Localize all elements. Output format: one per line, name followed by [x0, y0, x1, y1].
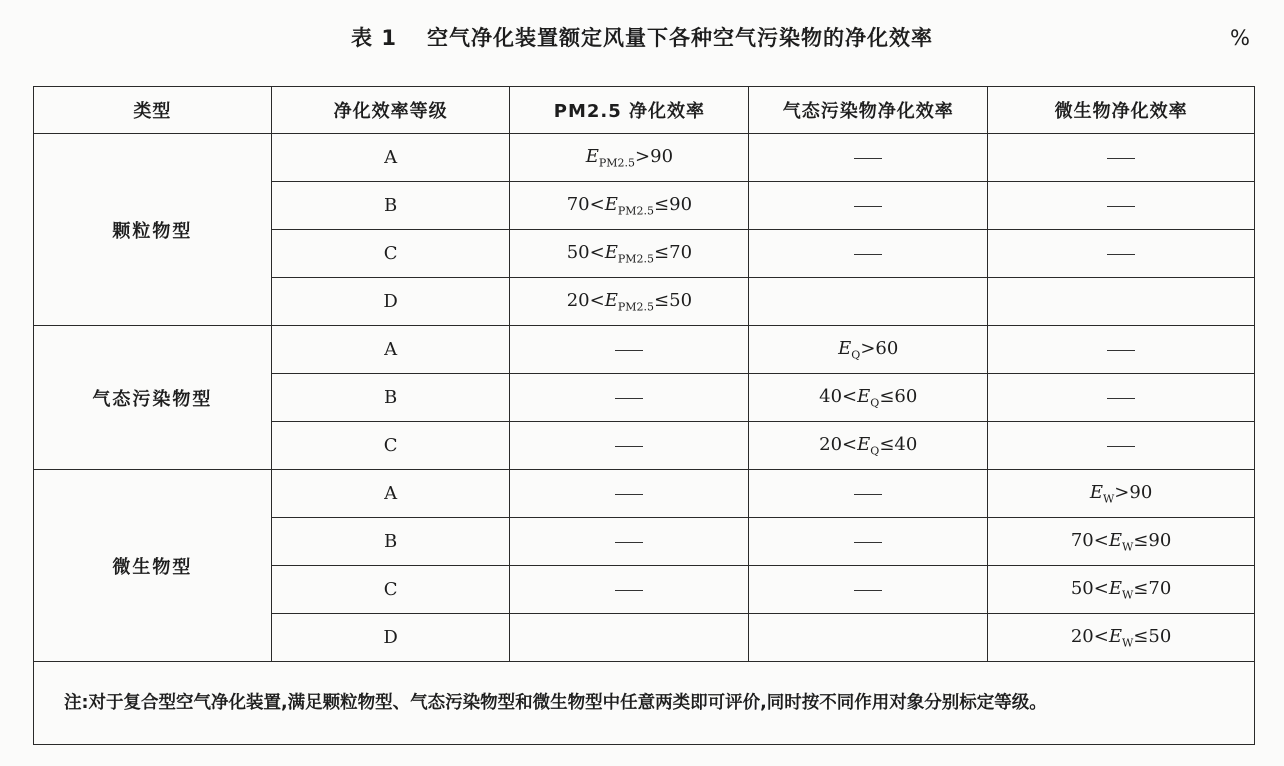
pm25-cell: $20<E_{PM2.5}\le 50$	[510, 278, 749, 326]
header-cell: 类型	[34, 87, 272, 134]
type-cell: 气态污染物型	[34, 326, 272, 470]
dash-mark	[854, 254, 882, 255]
table-row	[34, 326, 1255, 374]
micro-cell	[988, 326, 1255, 374]
grade-cell: C	[271, 566, 510, 614]
dash-mark	[615, 398, 643, 399]
dash-mark	[615, 542, 643, 543]
dash-mark	[854, 590, 882, 591]
gas-cell	[749, 134, 988, 182]
micro-cell	[988, 182, 1255, 230]
dash-mark	[854, 542, 882, 543]
pm25-cell: $70<E_{PM2.5}\le 90$	[510, 182, 749, 230]
dash-mark	[1107, 158, 1135, 159]
grade-cell: D	[271, 614, 510, 662]
dash-mark	[1107, 350, 1135, 351]
pm25-cell	[510, 326, 749, 374]
dash-mark	[615, 446, 643, 447]
micro-cell: $20<E_W\le 50$	[988, 614, 1255, 662]
note-row	[34, 662, 1255, 745]
gas-cell: $E_Q>60$	[749, 326, 988, 374]
dash-mark	[854, 206, 882, 207]
type-cell: 颗粒物型	[34, 134, 272, 326]
note-text: 对于复合型空气净化装置,满足颗粒物型、气态污染物型和微生物型中任意两类即可评价,同时按不同作用对象分别标定等级。	[88, 693, 1047, 713]
grade-cell: A	[271, 134, 510, 182]
header-cell: 净化效率等级	[271, 87, 510, 134]
grade-cell: C	[271, 422, 510, 470]
gas-cell: $40<E_Q\le 60$	[749, 374, 988, 422]
efficiency-table	[33, 86, 1255, 745]
gas-cell	[749, 614, 988, 662]
header-cell: 微生物净化效率	[988, 87, 1255, 134]
grade-cell: A	[271, 326, 510, 374]
dash-mark	[615, 350, 643, 351]
dash-mark	[1107, 254, 1135, 255]
micro-cell	[988, 278, 1255, 326]
header-cell: 气态污染物净化效率	[749, 87, 988, 134]
grade-cell: C	[271, 230, 510, 278]
table-number: 表 1	[351, 26, 397, 50]
table-row	[34, 470, 1255, 518]
gas-cell	[749, 566, 988, 614]
pm25-cell	[510, 374, 749, 422]
micro-cell	[988, 374, 1255, 422]
header-cell: PM2.5 净化效率	[510, 87, 749, 134]
grade-cell: B	[271, 182, 510, 230]
pm25-cell	[510, 470, 749, 518]
micro-cell	[988, 134, 1255, 182]
dash-mark	[854, 494, 882, 495]
pm25-cell: $50<E_{PM2.5}\le 70$	[510, 230, 749, 278]
gas-cell	[749, 470, 988, 518]
note-label: 注:	[64, 693, 89, 713]
grade-cell: B	[271, 374, 510, 422]
dash-mark	[1107, 206, 1135, 207]
dash-mark	[1107, 446, 1135, 447]
pm25-cell	[510, 422, 749, 470]
micro-cell: $E_W>90$	[988, 470, 1255, 518]
grade-cell: A	[271, 470, 510, 518]
dash-mark	[615, 494, 643, 495]
table-caption	[0, 22, 1284, 52]
gas-cell: $20<E_Q\le 40$	[749, 422, 988, 470]
type-cell: 微生物型	[34, 470, 272, 662]
micro-cell: $50<E_W\le 70$	[988, 566, 1255, 614]
unit-label: %	[1230, 26, 1250, 50]
micro-cell: $70<E_W\le 90$	[988, 518, 1255, 566]
note-cell	[34, 662, 1255, 745]
grade-cell: D	[271, 278, 510, 326]
dash-mark	[854, 158, 882, 159]
gas-cell	[749, 182, 988, 230]
pm25-cell	[510, 566, 749, 614]
header-row	[34, 87, 1255, 134]
table-row	[34, 134, 1255, 182]
micro-cell	[988, 422, 1255, 470]
pm25-cell	[510, 518, 749, 566]
gas-cell	[749, 518, 988, 566]
gas-cell	[749, 278, 988, 326]
gas-cell	[749, 230, 988, 278]
table-title: 空气净化装置额定风量下各种空气污染物的净化效率	[426, 26, 933, 50]
grade-cell: B	[271, 518, 510, 566]
dash-mark	[615, 590, 643, 591]
dash-mark	[1107, 398, 1135, 399]
pm25-cell: $E_{PM2.5}>90$	[510, 134, 749, 182]
pm25-cell	[510, 614, 749, 662]
micro-cell	[988, 230, 1255, 278]
